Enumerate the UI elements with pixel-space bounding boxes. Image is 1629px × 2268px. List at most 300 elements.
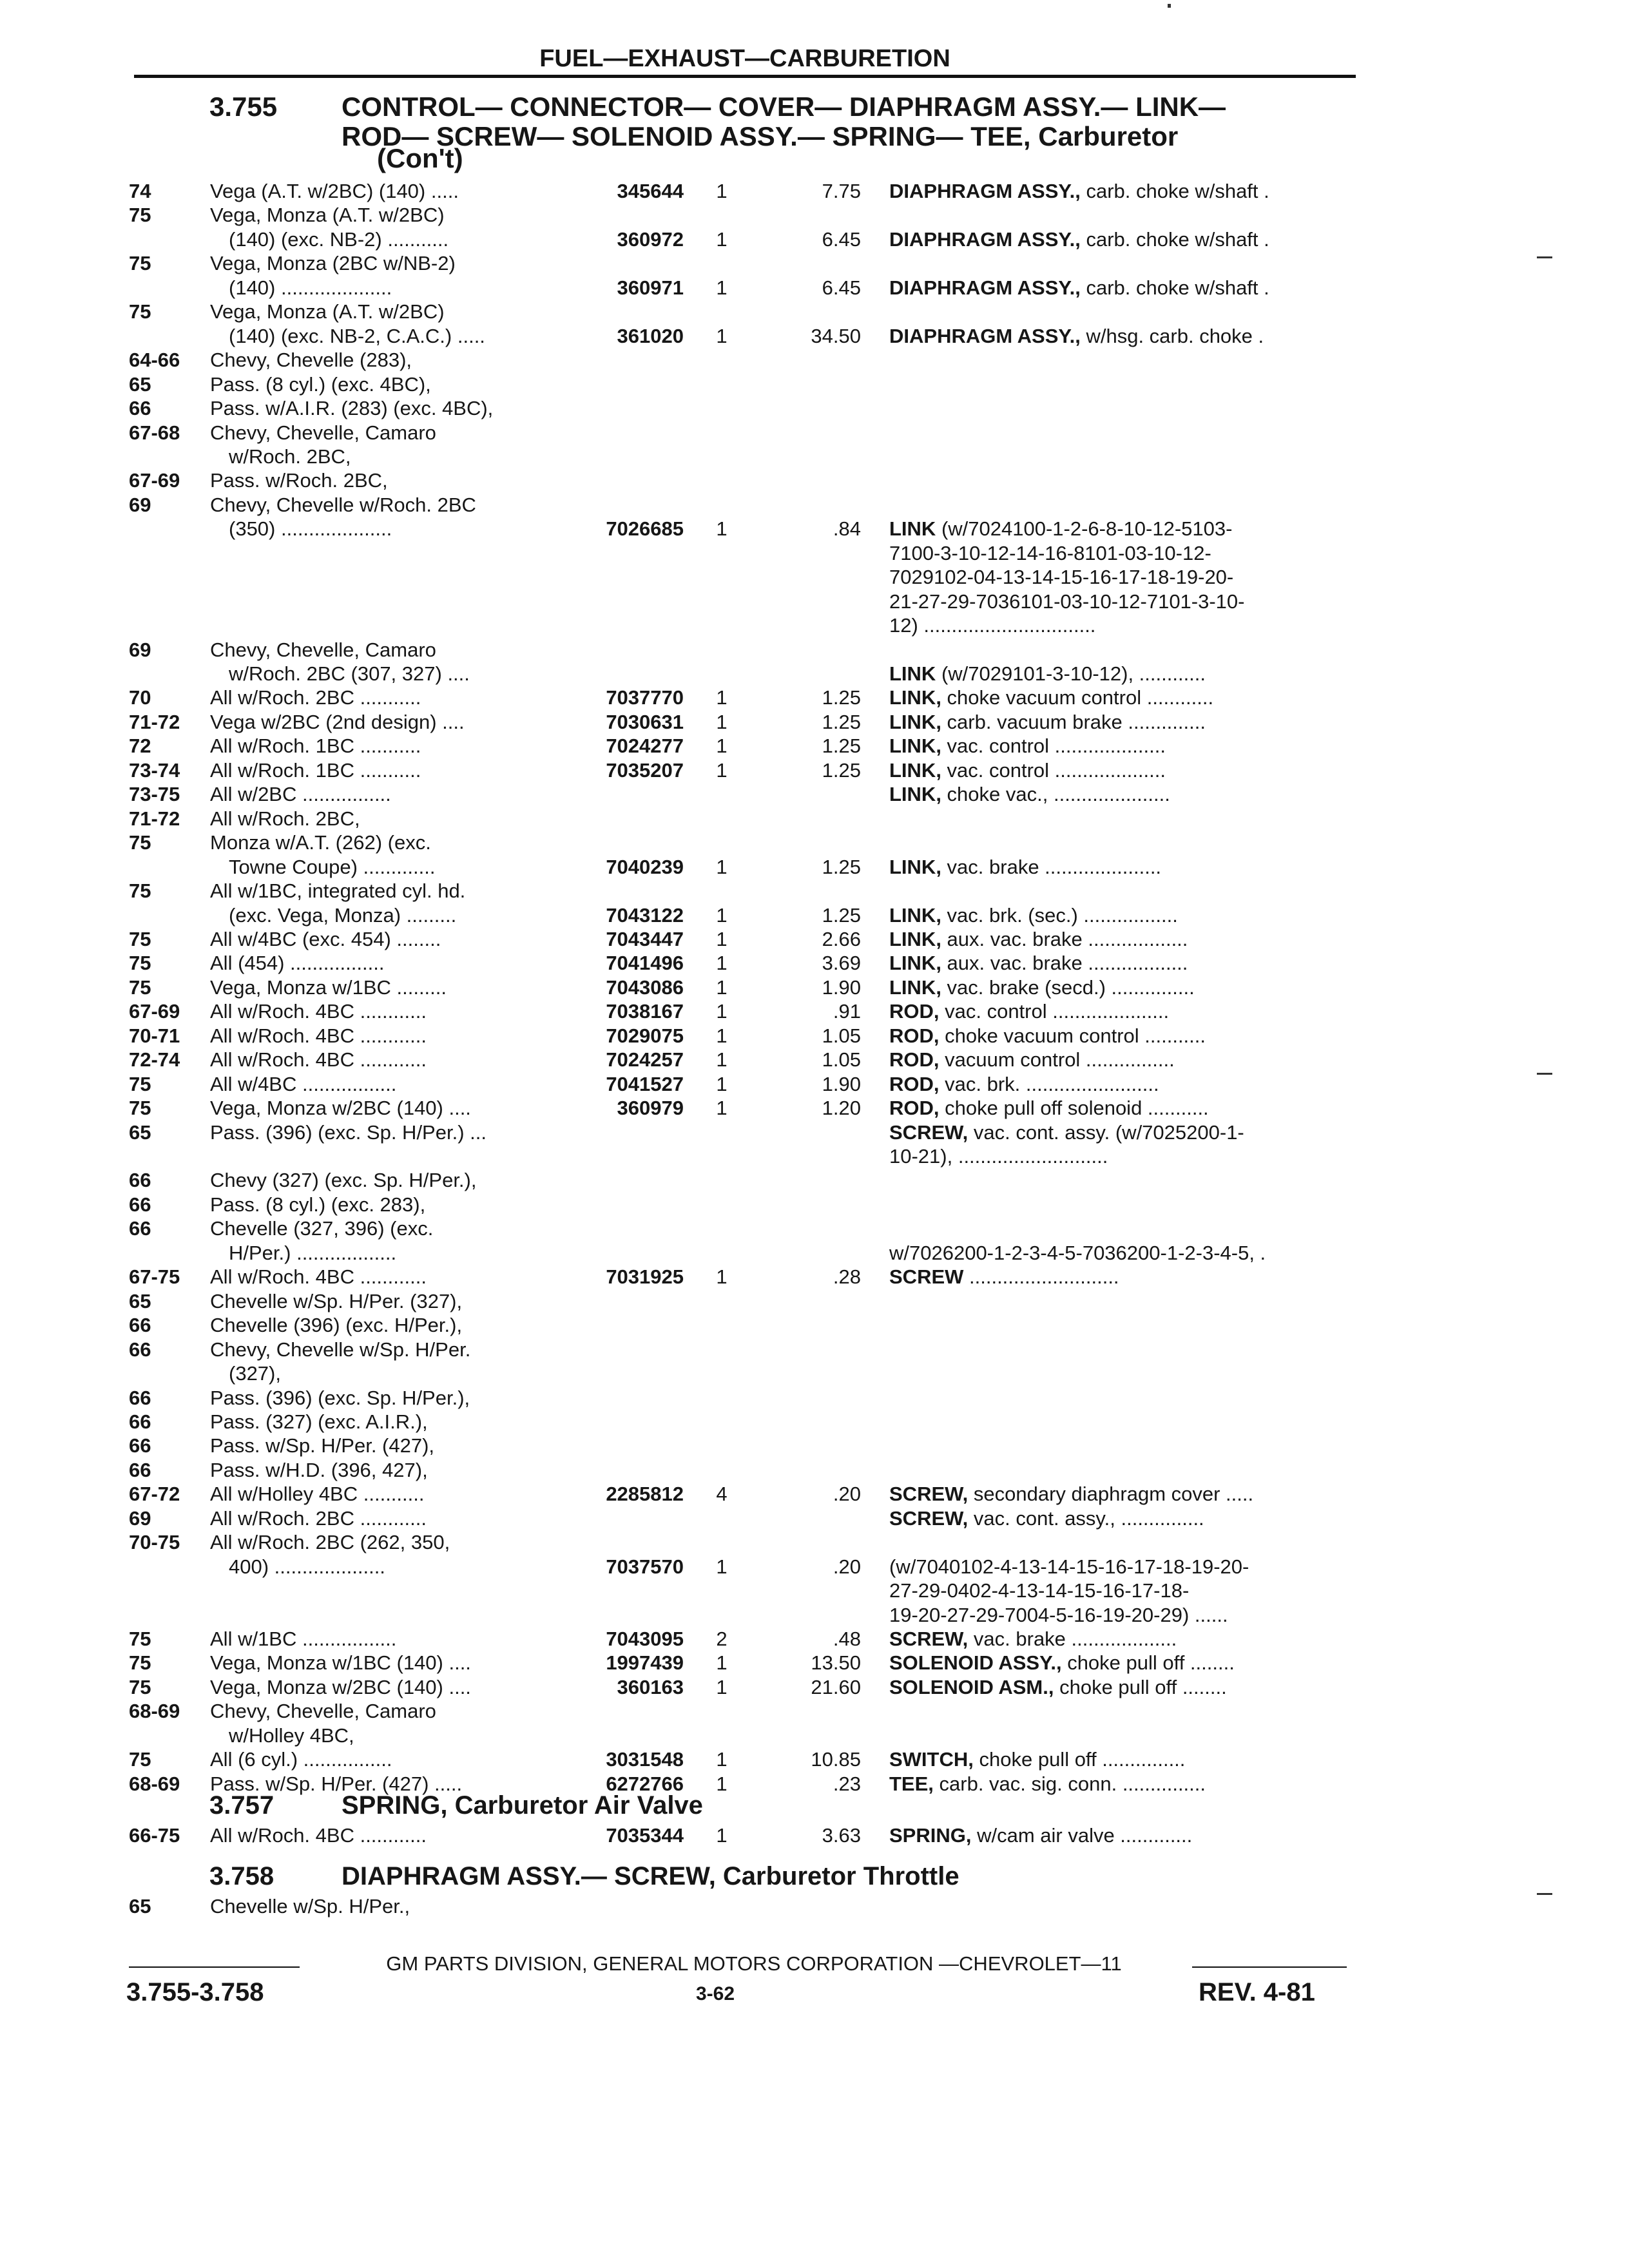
- price-cell: 3.63: [822, 1824, 861, 1847]
- year-cell: 75: [129, 1675, 151, 1698]
- quantity-cell: 1: [716, 1772, 728, 1795]
- year-cell: 70-71: [129, 1024, 180, 1047]
- quantity-cell: 1: [716, 710, 728, 733]
- footer-revision: REV. 4-81: [1199, 1978, 1315, 2006]
- application-cell: w/Roch. 2BC (307, 327) ....: [229, 662, 470, 685]
- description-text: aux. vac. brake ..................: [941, 952, 1188, 975]
- part-number-cell: 7035344: [606, 1824, 684, 1847]
- year-cell: 75: [129, 204, 151, 227]
- year-cell: 75: [129, 831, 151, 854]
- description-keyword: SCREW,: [889, 1120, 969, 1144]
- description-text: carb. vacuum brake ..............: [941, 710, 1206, 733]
- application-cell: All w/Roch. 4BC ............: [210, 1000, 427, 1023]
- description-cell: [889, 758, 1166, 782]
- year-cell: 66: [129, 1338, 151, 1361]
- quantity-cell: 1: [716, 903, 728, 927]
- part-number-cell: 7043086: [606, 975, 684, 999]
- part-number-cell: 361020: [617, 324, 684, 347]
- description-cell: [889, 662, 1206, 686]
- application-cell: All (6 cyl.) ................: [210, 1748, 392, 1771]
- year-cell: 75: [129, 1651, 151, 1675]
- part-number-cell: 2285812: [606, 1483, 684, 1506]
- section-number: 3.757: [209, 1791, 275, 1820]
- footer-rule-right: [1192, 1966, 1347, 1968]
- description-text: vac. cont. assy. (w/7025200-1-: [968, 1120, 1244, 1144]
- description-text: aux. vac. brake ..................: [941, 927, 1188, 950]
- application-cell: Pass. (8 cyl.) (exc. 4BC),: [210, 372, 431, 396]
- description-keyword: LINK: [889, 662, 936, 685]
- description-text: carb. choke w/shaft .: [1080, 276, 1269, 299]
- application-cell: (140) ....................: [229, 276, 392, 299]
- year-cell: 66: [129, 1217, 151, 1240]
- description-text: vac. brk. (sec.) .................: [941, 903, 1178, 927]
- quantity-cell: 1: [716, 927, 728, 950]
- year-cell: 75: [129, 300, 151, 323]
- description-cell: [889, 1144, 1108, 1168]
- description-cell: [889, 1747, 1185, 1771]
- description-text: (w/7040102-4-13-14-15-16-17-18-19-20-: [889, 1555, 1249, 1578]
- application-cell: Vega, Monza (A.T. w/2BC): [210, 300, 445, 323]
- description-cell: [889, 686, 1213, 709]
- description-cell: [889, 517, 1232, 541]
- quantity-cell: 1: [716, 952, 728, 975]
- description-text: 21-27-29-7036101-03-10-12-7101-3-10-: [889, 590, 1245, 613]
- description-cell: [889, 903, 1178, 927]
- quantity-cell: 1: [716, 276, 728, 299]
- price-cell: 2.66: [822, 927, 861, 950]
- description-text: 27-29-0402-4-13-14-15-16-17-18-: [889, 1579, 1190, 1602]
- description-text: carb. choke w/shaft .: [1080, 227, 1269, 251]
- application-cell: All (454) .................: [210, 952, 385, 975]
- description-keyword: SOLENOID ASM.,: [889, 1675, 1054, 1698]
- part-number-cell: 7043122: [606, 903, 684, 927]
- application-cell: All w/Roch. 2BC ...........: [210, 686, 421, 709]
- page-header: FUEL—EXHAUST—CARBURETION: [539, 45, 950, 72]
- application-cell: Monza w/A.T. (262) (exc.: [210, 831, 431, 854]
- application-cell: (350) ....................: [229, 517, 392, 541]
- application-cell: Chevy, Chevelle, Camaro: [210, 1700, 436, 1723]
- year-cell: 75: [129, 879, 151, 903]
- application-cell: All w/1BC .................: [210, 1628, 397, 1650]
- price-cell: .91: [833, 1000, 861, 1023]
- description-keyword: DIAPHRAGM ASSY.,: [889, 276, 1081, 299]
- part-number-cell: 7031925: [606, 1265, 684, 1289]
- description-cell: [889, 1120, 1244, 1144]
- description-keyword: SWITCH,: [889, 1748, 974, 1771]
- description-keyword: SCREW,: [889, 1628, 969, 1650]
- description-text: (w/7029101-3-10-12), ............: [936, 662, 1206, 685]
- price-cell: 10.85: [811, 1748, 861, 1771]
- application-cell: Pass. (396) (exc. Sp. H/Per.),: [210, 1386, 470, 1409]
- year-cell: 67-72: [129, 1483, 180, 1506]
- description-text: vac. control .....................: [939, 1000, 1170, 1023]
- quantity-cell: 1: [716, 1024, 728, 1047]
- description-text: 19-20-27-29-7004-5-16-19-20-29) ......: [889, 1603, 1228, 1626]
- description-cell: [889, 1651, 1235, 1675]
- description-text: vac. control ....................: [941, 735, 1166, 758]
- description-keyword: SPRING,: [889, 1824, 972, 1847]
- description-keyword: LINK,: [889, 903, 941, 927]
- part-number-cell: 7035207: [606, 758, 684, 782]
- part-number-cell: 7030631: [606, 710, 684, 733]
- price-cell: 1.25: [822, 710, 861, 733]
- description-cell: [889, 1096, 1209, 1120]
- description-cell: [889, 1241, 1266, 1265]
- footer-section-range: 3.755-3.758: [126, 1978, 264, 2006]
- part-number-cell: 360972: [617, 227, 684, 251]
- year-cell: 66: [129, 1193, 151, 1216]
- description-keyword: LINK,: [889, 686, 941, 709]
- quantity-cell: 1: [716, 686, 728, 709]
- price-cell: .28: [833, 1265, 861, 1289]
- quantity-cell: 4: [716, 1483, 728, 1506]
- year-cell: 75: [129, 1097, 151, 1120]
- part-number-cell: 7024277: [606, 735, 684, 758]
- quantity-cell: 1: [716, 517, 728, 541]
- application-cell: Vega w/2BC (2nd design) ....: [210, 710, 465, 733]
- part-number-cell: 7024257: [606, 1048, 684, 1072]
- description-text: 7029102-04-13-14-15-16-17-18-19-20-: [889, 566, 1234, 589]
- description-cell: [889, 734, 1166, 758]
- footer-page-number: 3-62: [696, 1983, 735, 2004]
- description-keyword: SOLENOID ASSY.,: [889, 1651, 1062, 1675]
- description-cell: [889, 541, 1211, 565]
- description-cell: [889, 1024, 1206, 1048]
- description-text: secondary diaphragm cover .....: [968, 1483, 1254, 1506]
- application-cell: All w/2BC ................: [210, 783, 391, 806]
- description-text: w/7026200-1-2-3-4-5-7036200-1-2-3-4-5, .: [889, 1241, 1266, 1264]
- price-cell: 6.45: [822, 227, 861, 251]
- part-number-cell: 7037570: [606, 1555, 684, 1578]
- application-cell: All w/Roch. 4BC ............: [210, 1048, 427, 1072]
- year-cell: 70: [129, 686, 151, 709]
- price-cell: 1.25: [822, 855, 861, 878]
- price-cell: 1.05: [822, 1024, 861, 1047]
- year-cell: 75: [129, 1748, 151, 1771]
- description-cell: [889, 1506, 1204, 1530]
- application-cell: All w/Roch. 4BC ............: [210, 1824, 427, 1847]
- price-cell: 7.75: [822, 180, 861, 202]
- quantity-cell: 1: [716, 1555, 728, 1578]
- year-cell: 71-72: [129, 807, 180, 830]
- year-cell: 66: [129, 1386, 151, 1409]
- price-cell: 3.69: [822, 952, 861, 975]
- application-cell: All w/Holley 4BC ...........: [210, 1483, 425, 1506]
- quantity-cell: 1: [716, 1824, 728, 1847]
- quantity-cell: 1: [716, 735, 728, 758]
- description-text: (w/7024100-1-2-6-8-10-12-5103-: [936, 517, 1233, 541]
- application-cell: Chevelle (396) (exc. H/Per.),: [210, 1314, 463, 1337]
- scan-speck: [1168, 4, 1171, 8]
- year-cell: 66: [129, 1169, 151, 1192]
- year-cell: 75: [129, 252, 151, 275]
- header-rule: [134, 75, 1356, 78]
- application-cell: Pass. (8 cyl.) (exc. 283),: [210, 1193, 426, 1216]
- quantity-cell: 1: [716, 324, 728, 347]
- description-cell: [889, 324, 1264, 348]
- price-cell: 34.50: [811, 324, 861, 347]
- year-cell: 69: [129, 493, 151, 516]
- application-cell: Pass. w/Roch. 2BC,: [210, 469, 388, 492]
- description-keyword: LINK,: [889, 710, 941, 733]
- price-cell: 1.90: [822, 975, 861, 999]
- application-cell: (140) (exc. NB-2) ...........: [229, 227, 449, 251]
- description-text: w/cam air valve .............: [971, 1824, 1193, 1847]
- year-cell: 73-75: [129, 783, 180, 806]
- year-cell: 67-69: [129, 1000, 180, 1023]
- description-keyword: TEE,: [889, 1772, 934, 1795]
- description-text: 12) ...............................: [889, 614, 1096, 637]
- description-cell: [889, 1265, 1119, 1289]
- description-keyword: ROD,: [889, 1097, 940, 1120]
- quantity-cell: 2: [716, 1628, 728, 1650]
- application-cell: Chevy (327) (exc. Sp. H/Per.),: [210, 1169, 477, 1192]
- description-keyword: LINK,: [889, 735, 941, 758]
- year-cell: 65: [129, 1895, 151, 1917]
- price-cell: 1.25: [822, 735, 861, 758]
- year-cell: 68-69: [129, 1772, 180, 1795]
- quantity-cell: 1: [716, 1000, 728, 1023]
- description-keyword: LINK,: [889, 855, 941, 878]
- description-text: w/hsg. carb. choke .: [1080, 324, 1264, 347]
- price-cell: 21.60: [811, 1675, 861, 1698]
- quantity-cell: 1: [716, 180, 728, 202]
- part-number-cell: 7026685: [606, 517, 684, 541]
- description-cell: [889, 1627, 1177, 1651]
- year-cell: 65: [129, 1289, 151, 1312]
- description-cell: [889, 1555, 1249, 1579]
- quantity-cell: 1: [716, 1097, 728, 1120]
- description-cell: [889, 855, 1161, 879]
- price-cell: .20: [833, 1483, 861, 1506]
- application-cell: w/Holley 4BC,: [229, 1724, 354, 1747]
- year-cell: 75: [129, 975, 151, 999]
- footer-rule-left: [129, 1966, 300, 1968]
- application-cell: All w/4BC (exc. 454) ........: [210, 927, 441, 950]
- margin-mark: [1537, 1893, 1552, 1895]
- application-cell: Chevy, Chevelle w/Roch. 2BC: [210, 493, 476, 516]
- application-cell: Pass. (396) (exc. Sp. H/Per.) ...: [210, 1120, 487, 1144]
- year-cell: 69: [129, 1506, 151, 1530]
- application-cell: All w/Roch. 4BC ............: [210, 1024, 427, 1047]
- description-cell: [889, 179, 1269, 203]
- description-text: vac. brake (secd.) ...............: [941, 975, 1195, 999]
- quantity-cell: 1: [716, 1748, 728, 1771]
- part-number-cell: 7037770: [606, 686, 684, 709]
- year-cell: 75: [129, 1072, 151, 1095]
- description-text: vac. brake .....................: [941, 855, 1162, 878]
- application-cell: Chevy, Chevelle w/Sp. H/Per.: [210, 1338, 471, 1361]
- description-keyword: ROD,: [889, 1072, 940, 1095]
- quantity-cell: 1: [716, 855, 728, 878]
- part-number-cell: 360979: [617, 1097, 684, 1120]
- description-text: vac. control ....................: [941, 758, 1166, 782]
- application-cell: All w/Roch. 4BC ............: [210, 1265, 427, 1289]
- part-number-cell: 7043447: [606, 927, 684, 950]
- description-text: choke pull off ........: [1054, 1675, 1227, 1698]
- description-cell: [889, 782, 1170, 806]
- description-cell: [889, 1772, 1206, 1796]
- price-cell: .20: [833, 1555, 861, 1578]
- description-keyword: ROD,: [889, 1024, 940, 1047]
- application-cell: Chevy, Chevelle (283),: [210, 349, 412, 372]
- year-cell: 67-69: [129, 469, 180, 492]
- application-cell: All w/1BC, integrated cyl. hd.: [210, 879, 466, 903]
- description-cell: [889, 999, 1169, 1023]
- description-cell: [889, 1675, 1227, 1699]
- year-cell: 65: [129, 1120, 151, 1144]
- quantity-cell: 1: [716, 758, 728, 782]
- description-cell: [889, 975, 1195, 999]
- section-title: SPRING, Carburetor Air Valve: [342, 1791, 703, 1820]
- description-cell: [889, 1048, 1175, 1072]
- application-cell: Pass. w/Sp. H/Per. (427) .....: [210, 1772, 463, 1795]
- year-cell: 66: [129, 397, 151, 420]
- year-cell: 67-75: [129, 1265, 180, 1289]
- description-cell: [889, 927, 1188, 951]
- description-keyword: DIAPHRAGM ASSY.,: [889, 227, 1081, 251]
- year-cell: 66-75: [129, 1824, 180, 1847]
- section-title-line1: CONTROL— CONNECTOR— COVER— DIAPHRAGM ASSY.— LINK—: [342, 91, 1226, 122]
- description-cell: [889, 1579, 1189, 1602]
- part-number-cell: 7029075: [606, 1024, 684, 1047]
- year-cell: 65: [129, 372, 151, 396]
- description-keyword: SCREW: [889, 1265, 964, 1289]
- description-cell: [889, 1482, 1253, 1506]
- application-cell: Pass. w/Sp. H/Per. (427),: [210, 1434, 435, 1457]
- application-cell: (140) (exc. NB-2, C.A.C.) .....: [229, 324, 485, 347]
- year-cell: 69: [129, 638, 151, 661]
- quantity-cell: 1: [716, 1265, 728, 1289]
- description-cell: [889, 227, 1269, 251]
- application-cell: Chevelle w/Sp. H/Per. (327),: [210, 1289, 463, 1312]
- price-cell: 13.50: [811, 1651, 861, 1675]
- part-number-cell: 1997439: [606, 1651, 684, 1675]
- quantity-cell: 1: [716, 975, 728, 999]
- description-text: choke vacuum control ............: [941, 686, 1214, 709]
- description-cell: [889, 613, 1095, 637]
- part-number-cell: 7041496: [606, 952, 684, 975]
- application-cell: Vega, Monza w/1BC (140) ....: [210, 1651, 471, 1675]
- description-keyword: DIAPHRAGM ASSY.,: [889, 324, 1081, 347]
- description-keyword: ROD,: [889, 1048, 940, 1072]
- part-number-cell: 6272766: [606, 1772, 684, 1795]
- quantity-cell: 1: [716, 1675, 728, 1698]
- quantity-cell: 1: [716, 1651, 728, 1675]
- description-cell: [889, 1823, 1192, 1847]
- application-cell: Pass. (327) (exc. A.I.R.),: [210, 1410, 428, 1433]
- price-cell: 1.25: [822, 758, 861, 782]
- section-title: DIAPHRAGM ASSY.— SCREW, Carburetor Throttle: [342, 1862, 959, 1890]
- description-text: choke vac., .....................: [941, 783, 1170, 806]
- application-cell: All w/Roch. 2BC (262, 350,: [210, 1531, 450, 1554]
- year-cell: 70-75: [129, 1531, 180, 1554]
- description-keyword: DIAPHRAGM ASSY.,: [889, 180, 1081, 202]
- application-cell: Chevelle (327, 396) (exc.: [210, 1217, 434, 1240]
- year-cell: 64-66: [129, 349, 180, 372]
- price-cell: 1.25: [822, 686, 861, 709]
- price-cell: 1.20: [822, 1097, 861, 1120]
- application-cell: H/Per.) ..................: [229, 1241, 397, 1264]
- price-cell: 1.05: [822, 1048, 861, 1072]
- description-cell: [889, 1603, 1228, 1627]
- part-number-cell: 7041527: [606, 1072, 684, 1095]
- description-text: vac. brake ...................: [968, 1628, 1177, 1650]
- description-keyword: ROD,: [889, 1000, 940, 1023]
- description-keyword: LINK,: [889, 783, 941, 806]
- year-cell: 68-69: [129, 1700, 180, 1723]
- description-cell: [889, 1072, 1159, 1096]
- application-cell: Pass. w/A.I.R. (283) (exc. 4BC),: [210, 397, 494, 420]
- description-text: choke pull off solenoid ...........: [939, 1097, 1209, 1120]
- part-number-cell: 3031548: [606, 1748, 684, 1771]
- application-cell: Vega, Monza w/2BC (140) ....: [210, 1675, 471, 1698]
- application-cell: Chevy, Chevelle, Camaro: [210, 421, 436, 444]
- application-cell: w/Roch. 2BC,: [229, 445, 351, 468]
- year-cell: 72: [129, 735, 151, 758]
- application-cell: Chevy, Chevelle, Camaro: [210, 638, 436, 661]
- application-cell: All w/Roch. 1BC ...........: [210, 758, 421, 782]
- part-number-cell: 7043095: [606, 1628, 684, 1650]
- margin-mark: [1537, 1073, 1552, 1075]
- description-text: ...........................: [963, 1265, 1119, 1289]
- part-number-cell: 345644: [617, 180, 684, 202]
- application-cell: All w/4BC .................: [210, 1072, 397, 1095]
- price-cell: 6.45: [822, 276, 861, 299]
- section-number: 3.755: [209, 91, 278, 122]
- description-text: vacuum control ................: [939, 1048, 1175, 1072]
- year-cell: 75: [129, 927, 151, 950]
- description-text: carb. choke w/shaft .: [1080, 180, 1269, 202]
- description-cell: [889, 565, 1233, 589]
- description-keyword: LINK: [889, 517, 936, 541]
- description-text: vac. brk. ........................: [939, 1072, 1159, 1095]
- price-cell: 1.25: [822, 903, 861, 927]
- application-cell: (exc. Vega, Monza) .........: [229, 903, 457, 927]
- application-cell: All w/Roch. 2BC ............: [210, 1506, 427, 1530]
- part-number-cell: 7038167: [606, 1000, 684, 1023]
- description-cell: [889, 951, 1188, 975]
- price-cell: 1.90: [822, 1072, 861, 1095]
- year-cell: 66: [129, 1434, 151, 1457]
- application-cell: Towne Coupe) .............: [229, 855, 436, 878]
- year-cell: 71-72: [129, 710, 180, 733]
- year-cell: 66: [129, 1410, 151, 1433]
- application-cell: Chevelle w/Sp. H/Per.,: [210, 1895, 410, 1917]
- year-cell: 66: [129, 1458, 151, 1481]
- margin-mark: [1537, 256, 1552, 258]
- description-keyword: LINK,: [889, 758, 941, 782]
- quantity-cell: 1: [716, 227, 728, 251]
- description-text: 7100-3-10-12-14-16-8101-03-10-12-: [889, 541, 1211, 564]
- application-cell: Vega, Monza (2BC w/NB-2): [210, 252, 456, 275]
- year-cell: 66: [129, 1314, 151, 1337]
- description-text: 10-21), ...........................: [889, 1145, 1108, 1168]
- price-cell: .84: [833, 517, 861, 541]
- description-keyword: SCREW,: [889, 1483, 969, 1506]
- application-cell: (327),: [229, 1362, 281, 1385]
- year-cell: 74: [129, 180, 151, 202]
- description-cell: [889, 590, 1245, 613]
- description-cell: [889, 276, 1269, 300]
- application-cell: Vega (A.T. w/2BC) (140) .....: [210, 180, 459, 202]
- footer-publisher: GM PARTS DIVISION, GENERAL MOTORS CORPORATION —CHEVROLET—11: [386, 1952, 1122, 1975]
- application-cell: Pass. w/H.D. (396, 427),: [210, 1458, 428, 1481]
- application-cell: All w/Roch. 1BC ...........: [210, 735, 421, 758]
- year-cell: 72-74: [129, 1048, 180, 1072]
- continued-label: (Con't): [377, 143, 463, 173]
- year-cell: 67-68: [129, 421, 180, 444]
